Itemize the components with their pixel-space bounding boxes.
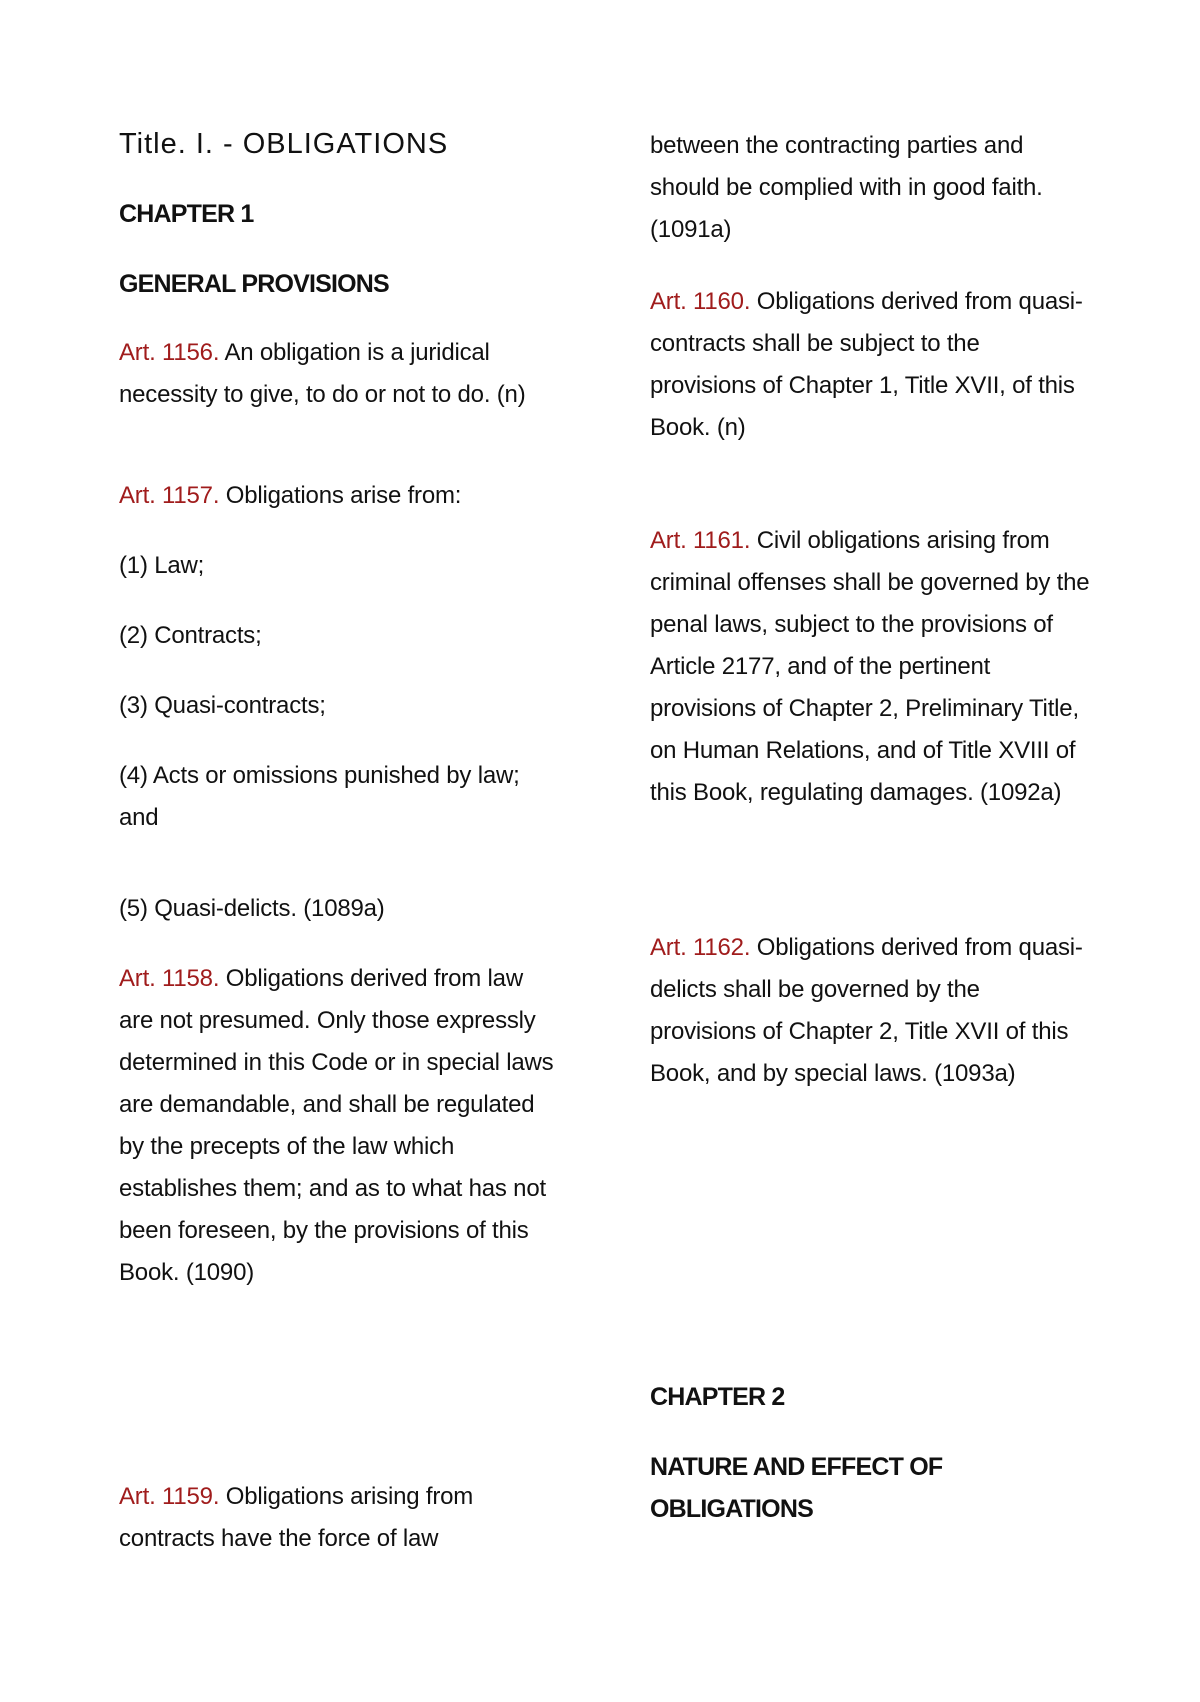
article-1159-continued: between the contracting parties and should be complied with in good faith. (1091a)	[650, 132, 1043, 243]
article-text: Obligations arising from contracts have the force of law	[119, 1483, 474, 1552]
article-1156	[119, 332, 559, 416]
article-text: Obligations derived from law are not presumed. Only those expressly determined in this Code or in special laws are demandable, and shall be regulated by the precepts of the law which establishes them; and as to what has not been foreseen, by the provisions of this Book. (1090)	[119, 965, 554, 1286]
article-text: Obligations arise from:	[225, 482, 462, 509]
article-1158	[119, 958, 559, 1294]
article-label: Art. 1162.	[650, 934, 751, 961]
article-1157	[119, 475, 559, 517]
chapter-1-heading: GENERAL PROVISIONS	[119, 270, 389, 298]
list-item: (5) Quasi-delicts. (1089a)	[119, 895, 385, 922]
chapter-2-heading: NATURE AND EFFECT OF OBLIGATIONS	[650, 1453, 943, 1523]
article-text: Obligations derived from quasi-contracts shall be subject to the provisions of Chapter 1, Title XVII, of this Book. (n)	[650, 288, 1083, 441]
article-label: Art. 1156.	[119, 339, 220, 366]
list-item: (2) Contracts;	[119, 622, 262, 649]
article-label: Art. 1157.	[119, 482, 220, 509]
article-text: Civil obligations arising from criminal offenses shall be governed by the penal laws, subject to the provisions of Article 2177, and of the pertinent provisions of Chapter 2, Preliminary Title, on Human Relations, and of Title XVIII of this Book, regulating damages. (1092a)	[650, 527, 1090, 806]
article-label: Art. 1159.	[119, 1483, 220, 1510]
article-1159	[119, 1476, 559, 1560]
article-text: An obligation is a juridical necessity to give, to do or not to do. (n)	[119, 339, 526, 408]
list-item: (1) Law;	[119, 552, 205, 579]
article-1161	[650, 520, 1090, 814]
article-text: Obligations derived from quasi-delicts shall be governed by the provisions of Chapter 2, Title XVII of this Book, and by special laws. (1093a)	[650, 934, 1083, 1087]
document-title: Title. I. - OBLIGATIONS	[119, 128, 449, 160]
article-1160	[650, 281, 1090, 449]
article-label: Art. 1161.	[650, 527, 751, 554]
article-1162	[650, 927, 1090, 1095]
chapter-2-label: CHAPTER 2	[650, 1383, 785, 1411]
article-label: Art. 1160.	[650, 288, 751, 315]
list-item: (4) Acts or omissions punished by law; and	[119, 762, 520, 831]
chapter-1-label: CHAPTER 1	[119, 200, 254, 228]
list-item: (3) Quasi-contracts;	[119, 692, 326, 719]
article-label: Art. 1158.	[119, 965, 220, 992]
